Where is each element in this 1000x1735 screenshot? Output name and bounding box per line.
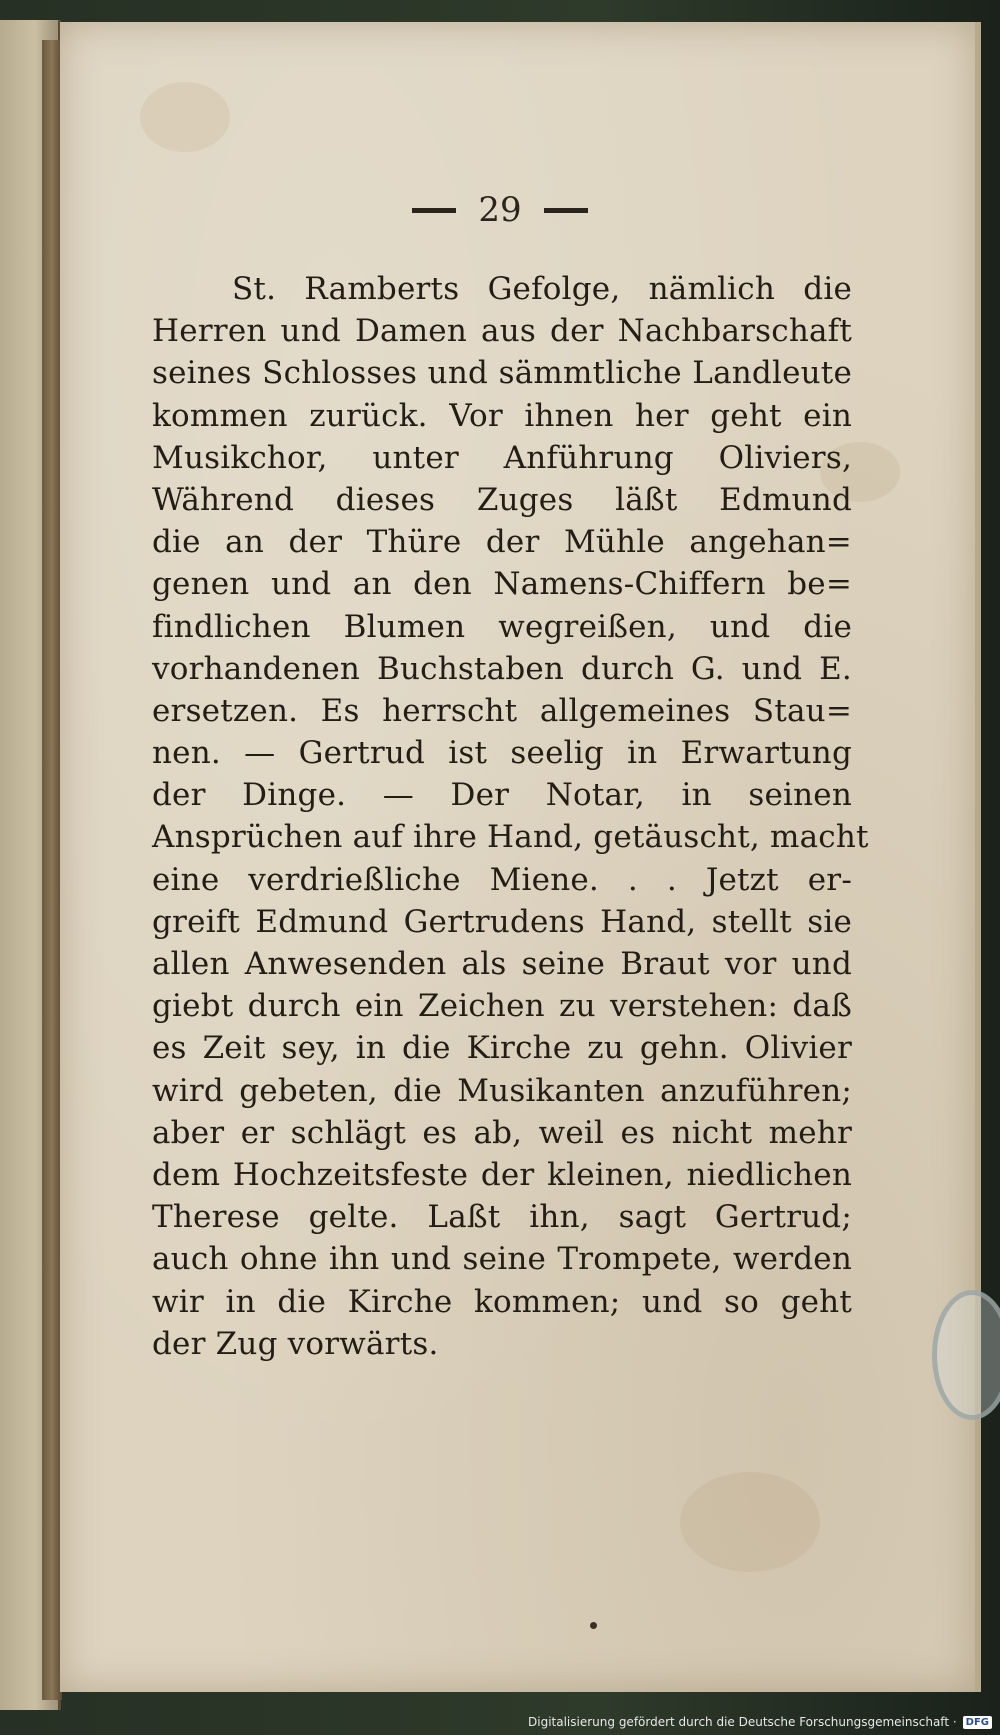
text-line: die an der Thüre der Mühle angehan=	[152, 524, 852, 561]
text-line: Therese gelte. Laßt ihn, sagt Gertrud;	[152, 1199, 852, 1236]
digitization-footer	[528, 1711, 992, 1733]
footer-credit: Digitalisierung gefördert durch die Deutsche Forschungsgemeinschaft ·	[528, 1715, 957, 1729]
page-header	[380, 185, 620, 235]
text-line: greift Edmund Gertrudens Hand, stellt sie	[152, 903, 852, 940]
header-dash-left	[412, 208, 456, 213]
text-line: Herren und Damen aus der Nachbarschaft	[152, 313, 852, 350]
ink-speck	[590, 1622, 597, 1629]
text-line: vorhandenen Buchstaben durch G. und E.	[152, 650, 852, 687]
body-text	[152, 268, 869, 1365]
text-line: Während dieses Zuges läßt Edmund	[152, 481, 852, 518]
dfg-logo: DFG	[963, 1716, 992, 1729]
text-line: eine verdrießliche Miene. . . Jetzt er-	[152, 861, 852, 898]
text-line: kommen zurück. Vor ihnen her geht ein	[152, 397, 852, 434]
header-dash-right	[544, 208, 588, 213]
text-line: wird gebeten, die Musikanten anzuführen;	[152, 1072, 852, 1109]
text-line: Musikchor, unter Anführung Oliviers,	[152, 439, 852, 476]
text-line: St. Ramberts Gefolge, nämlich die	[232, 271, 852, 307]
text-line: allen Anwesenden als seine Braut vor und	[152, 946, 852, 982]
text-line: auch ohne ihn und seine Trompete, werden	[152, 1241, 852, 1278]
text-line: ersetzen. Es herrscht allgemeines Stau=	[152, 692, 852, 729]
text-line: es Zeit sey, in die Kirche zu gehn. Olivier	[152, 1030, 852, 1067]
paper-stain	[680, 1472, 820, 1572]
text-line: seines Schlosses und sämmtliche Landleute	[152, 355, 852, 392]
paper-stain	[140, 82, 230, 152]
text-line: der Zug vorwärts.	[152, 1325, 439, 1362]
text-line: der Dinge. — Der Notar, in seinen	[152, 777, 852, 814]
text-line: giebt durch ein Zeichen zu verstehen: daß	[152, 988, 852, 1025]
text-line: Ansprüchen auf ihre Hand, getäuscht, macht	[152, 819, 869, 856]
page-number: 29	[478, 190, 522, 230]
book-gutter	[42, 40, 62, 1700]
text-line: dem Hochzeitsfeste der kleinen, niedlichen	[152, 1156, 852, 1193]
text-line: genen und an den Namens-Chiffern be=	[152, 566, 852, 603]
text-line: findlichen Blumen wegreißen, und die	[152, 608, 852, 645]
text-line: aber er schlägt es ab, weil es nicht mehr	[152, 1114, 852, 1151]
text-line: nen. — Gertrud ist seelig in Erwartung	[152, 735, 852, 772]
text-line: wir in die Kirche kommen; und so geht	[152, 1283, 852, 1320]
